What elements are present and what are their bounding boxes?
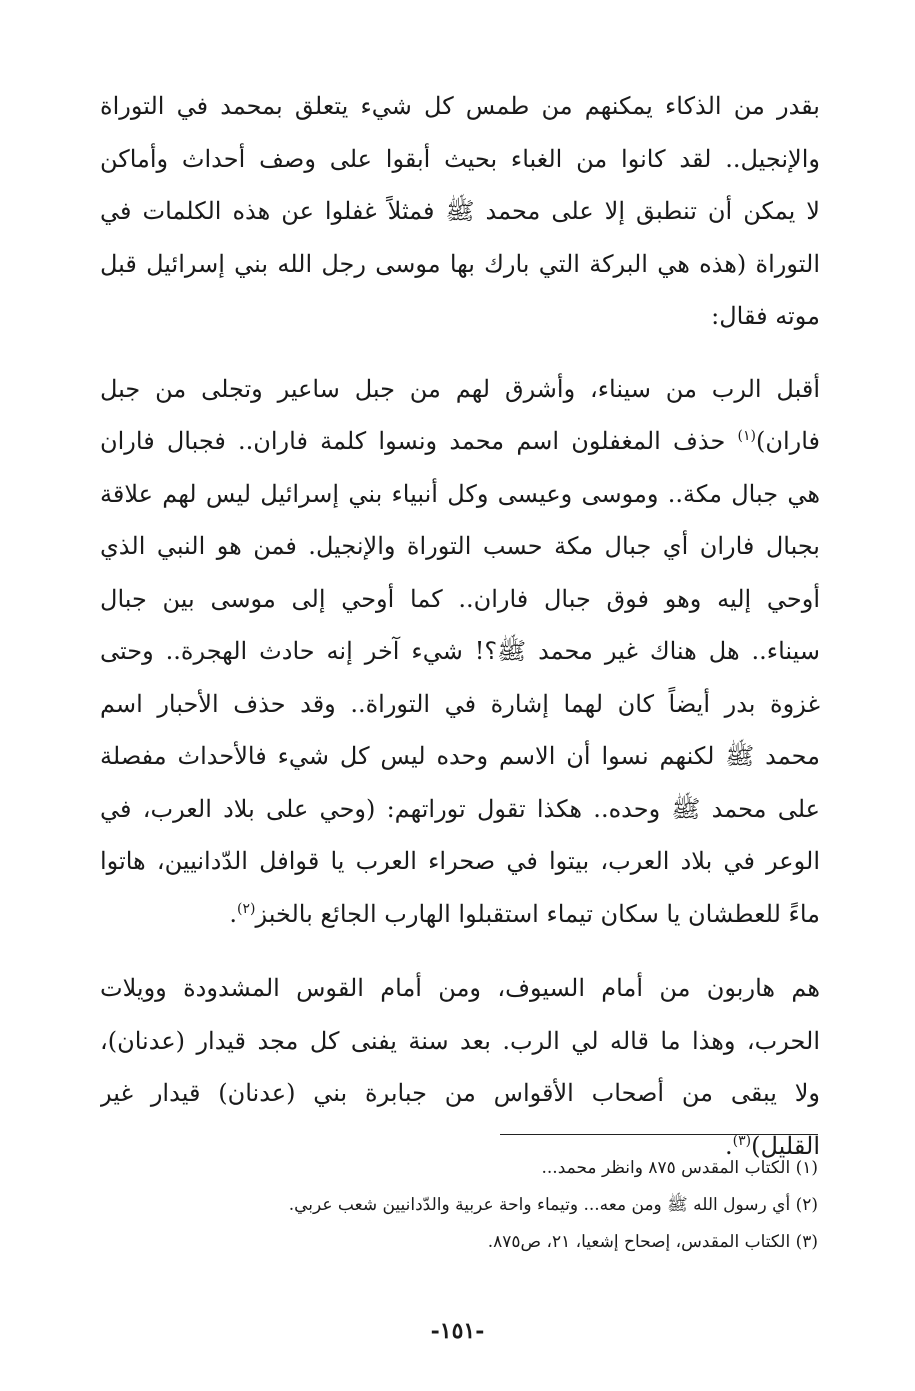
text-line: هي جبال مكة.. وموسى وعيسى وكل أنبياء بني إسرائيل ليس لهم علاقة bbox=[100, 479, 820, 508]
text-line: لا يمكن أن تنطبق إلا على محمد ﷺ فمثلاً غفلوا عن هذه الكلمات في bbox=[100, 197, 820, 225]
text-line: موته فقال: bbox=[711, 302, 820, 330]
text-line: بجبال فاران أي جبال مكة حسب التوراة والإنجيل. فمن هو النبي الذي bbox=[100, 532, 820, 560]
paragraph-1 bbox=[100, 80, 820, 343]
text-line: محمد ﷺ لكنهم نسوا أن الاسم وحده ليس كل شيء فالأحداث مفصلة bbox=[100, 742, 820, 770]
text-fragment: القليل) bbox=[751, 1131, 820, 1160]
text-line: التوراة (هذه هي البركة التي بارك بها موسى رجل الله بني إسرائيل قبل bbox=[100, 249, 820, 278]
text-line: ولا يبقى من أصحاب الأقواس من جبابرة بني (عدنان) قيدار غير bbox=[100, 1079, 820, 1107]
text-line: هم هاربون من أمام السيوف، ومن أمام القوس المشدودة وويلات bbox=[100, 974, 820, 1002]
text-line: أقبل الرب من سيناء، وأشرق لهم من جبل ساعير وتجلى من جبل bbox=[100, 374, 820, 403]
text-fragment: . bbox=[725, 1131, 733, 1160]
footnote-divider bbox=[500, 1134, 818, 1135]
footnote-2: (٢) أي رسول الله ﷺ ومن معه... وتيماء واحة عربية والدّدانيين شعب عربي. bbox=[288, 1195, 818, 1215]
page-number: -١٥١- bbox=[430, 1318, 485, 1344]
text-fragment: . bbox=[229, 899, 238, 928]
text-line: أوحي إليه وهو فوق جبال فاران.. كما أوحي إلى موسى بين جبال bbox=[100, 584, 820, 613]
paragraph-3 bbox=[100, 962, 820, 1172]
footnote-ref-2: (٢) bbox=[237, 900, 256, 917]
footnote-1: (١) الكتاب المقدس ٨٧٥ وانظر محمد... bbox=[541, 1158, 818, 1178]
page-body bbox=[100, 80, 820, 1172]
text-line bbox=[100, 888, 820, 941]
paragraph-2 bbox=[100, 363, 820, 941]
footnote-ref-3: (٣) bbox=[732, 1132, 752, 1149]
footnote-ref-1: (١) bbox=[737, 428, 756, 444]
text-line bbox=[100, 415, 820, 468]
text-fragment: فاران) bbox=[755, 427, 820, 455]
footnote-3: (٣) الكتاب المقدس، إصحاح إشعيا، ٢١، ص٨٧٥. bbox=[487, 1232, 818, 1252]
text-line: غزوة بدر أيضاً كان لهما إشارة في التوراة.. وقد حذف الأحبار اسم bbox=[100, 689, 820, 718]
text-fragment: ماءً للعطشان يا سكان تيماء استقبلوا الهارب الجائع بالخبز bbox=[255, 899, 820, 928]
text-line: على محمد ﷺ وحده.. هكذا تقول توراتهم: (وحي على بلاد العرب، في bbox=[100, 794, 820, 823]
text-line: بقدر من الذكاء يمكنهم من طمس كل شيء يتعلق بمحمد في التوراة bbox=[100, 92, 820, 120]
text-line: والإنجيل.. لقد كانوا من الغباء بحيث أبقوا على وصف أحداث وأماكن bbox=[100, 144, 820, 173]
text-line: الحرب، وهذا ما قاله لي الرب. بعد سنة يفنى كل مجد قيدار (عدنان)، bbox=[100, 1026, 820, 1055]
text-fragment: حذف المغفلون اسم محمد ونسوا كلمة فاران.. فجبال فاران bbox=[100, 427, 726, 455]
text-line: سيناء.. هل هناك غير محمد ﷺ؟! شيء آخر إنه حادث الهجرة.. وحتى bbox=[100, 637, 820, 665]
footnotes bbox=[98, 1150, 818, 1261]
text-line: الوعر في بلاد العرب، بيتوا في صحراء العرب يا قوافل الدّدانيين، هاتوا bbox=[100, 847, 820, 875]
